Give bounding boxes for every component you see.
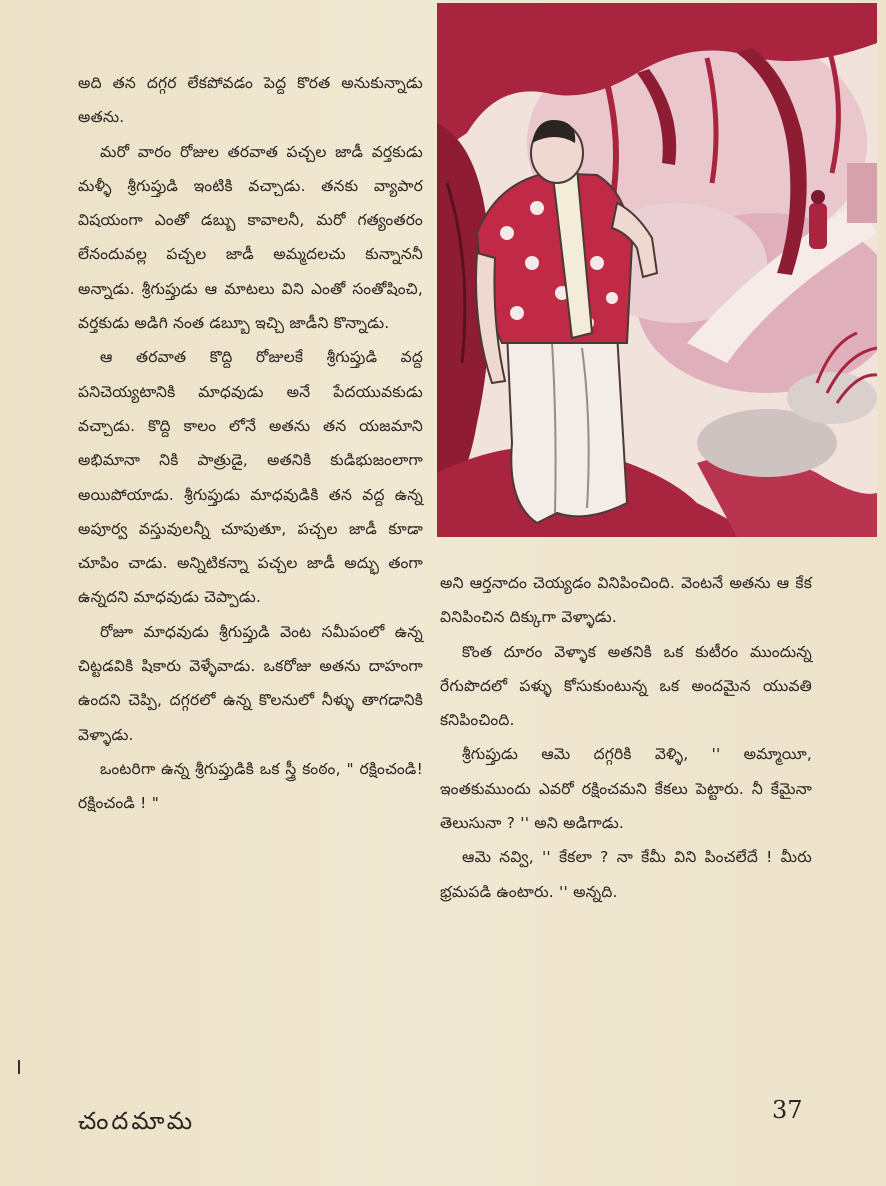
paragraph: కొంత దూరం వెళ్ళాక అతనికి ఒక కుటీరం ముందున్న రేగుపొదలో పళ్ళు కోసుకుంటున్న ఒక అందమైన యువతి కనిపించింది. xyxy=(440,642,812,730)
paragraph: రోజూ మాధవుడు శ్రీగుప్తుడి వెంట సమీపంలో ఉన్న చిట్టడవికి షికారు వెళ్ళేవాడు. ఒకరోజు అతను దాహంగా ఉందని చెప్పి, దగ్గరలో ఉన్న కొలనులో నీళ్ళు తాగడానికి వెళ్ళాడు. xyxy=(78,622,423,744)
page-number: 37 xyxy=(772,1096,803,1124)
paragraph: అది తన దగ్గర లేకపోవడం పెద్ద కొరత అనుకున్నాడు అతను. xyxy=(78,74,423,127)
paragraph: మరో వారం రోజుల తరవాత పచ్చల జాడీ వర్తకుడు మళ్ళీ శ్రీగుప్తుడి ఇంటికి వచ్చాడు. తనకు వ్యాపార విషయంగా ఎంతో డబ్బు కావాలనీ, మరో గత్యంతరం లేనందువల్ల పచ్చల జాడీ అమ్మదలచు కున్నాననీ అన్నాడు. శ్రీగుప్తుడు ఆ మాటలు విని ఎంతో సంతోషించి, వర్తకుడు అడిగి నంత డబ్బూ ఇచ్చి జాడీని కొన్నాడు. xyxy=(78,142,423,333)
right-text-column xyxy=(440,566,812,909)
story-illustration xyxy=(437,3,877,537)
paragraph: అని ఆర్తనాదం చెయ్యడం వినిపించింది. వెంటనే అతను ఆ కేక వినిపించిన దిక్కుగా వెళ్ళాడు. xyxy=(440,574,812,627)
paragraph: శ్రీగుప్తుడు ఆమె దగ్గరికి వెళ్ళి, '' అమ్మాయీ, ఇంతకుముందు ఎవరో రక్షించమని కేకలు పెట్టారు. నీ కేమైనా తెలుసునా ? '' అని అడిగాడు. xyxy=(440,745,812,833)
margin-mark xyxy=(18,1060,20,1074)
paragraph: ఒంటరిగా ఉన్న శ్రీగుప్తుడికి ఒక స్త్రీ కంఠం, " రక్షించండి! రక్షించండి ! " xyxy=(78,759,423,813)
paragraph: ఆమె నవ్వి, '' కేకలా ? నా కేమీ విని పించలేదే ! మీరు భ్రమపడి ఉంటారు. '' అన్నది. xyxy=(440,848,812,901)
magazine-title: చందమామ xyxy=(78,1107,196,1135)
forest-scene-illustration xyxy=(437,3,877,537)
left-text-column xyxy=(78,66,423,821)
paragraph: ఆ తరవాత కొద్ది రోజులకే శ్రీగుప్తుడి వద్ద పనిచెయ్యటానికి మాధవుడు అనే పేదయువకుడు వచ్చాడు. కొద్ది కాలం లోనే అతను తన యజమాని అభిమానా నికి పాత్రుడై, అతనికి కుడిభుజంలాగా అయిపోయాడు. శ్రీగుప్తుడు మాధవుడికి తన వద్ద ఉన్న అపూర్వ వస్తువులన్నీ చూపుతూ, పచ్చల జాడీ కూడా చూపిం చాడు. అన్నిటికన్నా పచ్చల జాడీ అద్భు తంగా ఉన్నదని మాధవుడు చెప్పాడు. xyxy=(78,348,423,607)
